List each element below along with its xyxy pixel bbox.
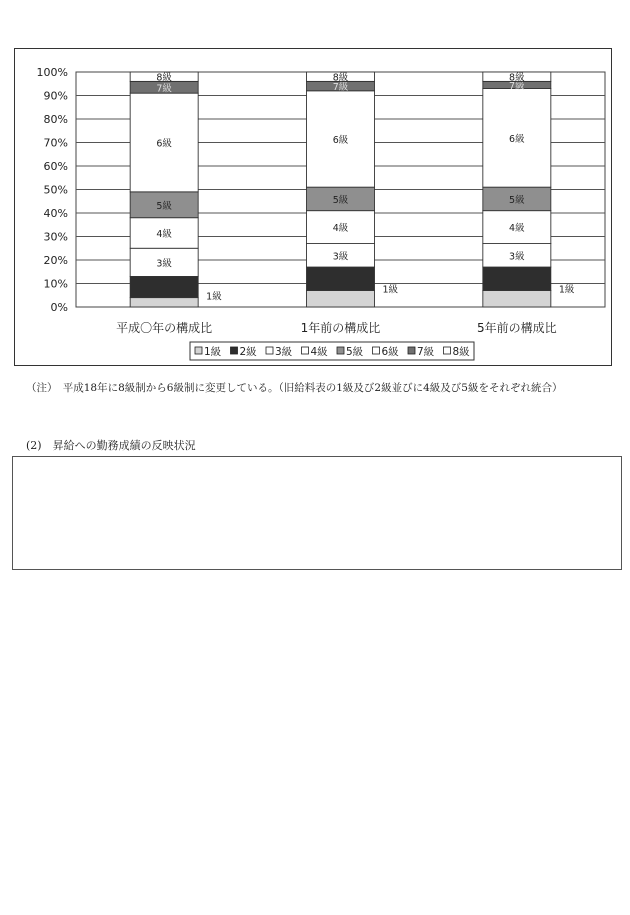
legend-swatch	[408, 347, 415, 354]
segment-label: 5級	[156, 200, 172, 212]
segment-label: 1級	[558, 284, 575, 296]
legend-label: 5級	[346, 346, 364, 358]
empty-text-box	[12, 456, 622, 570]
y-tick-label: 10%	[43, 277, 68, 291]
footnote: （注） 平成18年に8級制から6級制に変更している。（旧給料表の1級及び2級並びに4級及び5級をそれぞれ統合）	[26, 382, 563, 394]
segment-label: 4級	[156, 228, 172, 240]
bar-segment	[307, 267, 375, 291]
segment-label: 1級	[206, 291, 222, 303]
y-tick-label: 30%	[43, 230, 68, 244]
y-tick-label: 100%	[36, 66, 68, 79]
legend-label: 8級	[452, 346, 470, 358]
segment-label: 3級	[509, 251, 525, 263]
segment-label: 5級	[332, 194, 349, 206]
legend-label: 7級	[417, 346, 435, 358]
legend-swatch	[231, 347, 238, 354]
y-tick-label: 80%	[43, 113, 68, 126]
x-category-label: 5年前の構成比	[477, 321, 557, 335]
segment-label: 5級	[509, 194, 525, 206]
y-tick-label: 60%	[43, 160, 68, 173]
section-title: (2) 昇給への勤務成績の反映状況	[26, 439, 196, 452]
segment-label: 7級	[332, 82, 349, 94]
legend-swatch	[444, 347, 451, 354]
chart-frame	[14, 48, 612, 366]
y-tick-label: 90%	[43, 89, 68, 103]
segment-label: 8級	[509, 72, 525, 84]
x-category-label: 1年前の構成比	[300, 321, 381, 335]
bar-segment	[130, 298, 198, 307]
legend-label: 6級	[381, 346, 399, 358]
segment-label: 6級	[156, 138, 172, 150]
segment-label: 7級	[509, 80, 525, 92]
y-tick-label: 70%	[43, 136, 68, 150]
segment-label: 3級	[156, 258, 172, 270]
legend-swatch	[302, 347, 309, 354]
y-tick-label: 50%	[43, 183, 68, 197]
bar-segment	[307, 291, 375, 307]
y-tick-label: 40%	[43, 207, 68, 220]
legend-swatch	[195, 347, 202, 354]
y-tick-label: 20%	[43, 254, 68, 267]
legend-swatch	[337, 347, 344, 354]
legend-label: 2級	[239, 346, 257, 358]
legend-swatch	[373, 347, 380, 354]
legend-swatch	[266, 347, 273, 354]
segment-label: 4級	[332, 223, 349, 235]
x-category-label: 平成〇年の構成比	[116, 321, 213, 335]
bar-segment	[130, 276, 198, 297]
legend-label: 3級	[275, 346, 293, 358]
segment-label: 8級	[156, 72, 172, 84]
segment-label: 3級	[332, 251, 349, 263]
y-tick-label: 0%	[50, 301, 68, 314]
stacked-bar-chart	[15, 49, 613, 367]
legend-label: 1級	[204, 346, 222, 358]
bar-segment	[483, 267, 551, 291]
segment-label: 1級	[382, 284, 399, 296]
segment-label: 6級	[509, 133, 525, 145]
legend-label: 4級	[310, 346, 328, 358]
segment-label: 4級	[509, 223, 525, 235]
bar-segment	[483, 291, 551, 307]
segment-label: 8級	[332, 72, 349, 84]
segment-label: 7級	[156, 83, 172, 95]
segment-label: 6級	[332, 134, 349, 146]
